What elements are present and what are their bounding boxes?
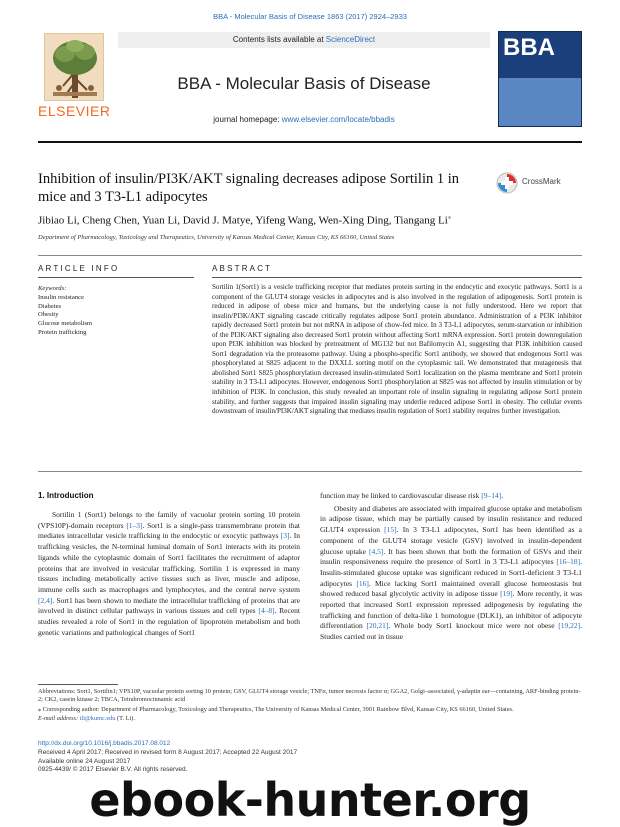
corresponding-author-footnote: ⁎ Corresponding author: Department of Pharmacology, Toxicology and Therapeutics, The University of Kansas Medical Center, 3901 Rainbow Blvd, Kansas City, KS 66160, United States. — [38, 705, 514, 713]
keywords — [38, 285, 188, 338]
article-info-heading: ARTICLE INFO — [38, 264, 120, 273]
journal-citation[interactable]: BBA - Molecular Basis of Disease 1863 (2017) 2924–2933 — [213, 12, 407, 21]
keyword-item[interactable]: Obesity — [38, 311, 59, 319]
keyword-item[interactable]: Diabetes — [38, 302, 62, 310]
tree-icon — [44, 33, 104, 101]
journal-info — [118, 27, 490, 133]
email-label: E-mail address: — [38, 715, 80, 723]
crossmark-icon — [496, 172, 518, 194]
cover-logo-text: BBA — [503, 34, 555, 61]
article-title: Inhibition of insulin/PI3K/AKT signaling decreases adipose Sortilin 1 in mice and 3 T3-L1 adipocytes — [38, 171, 459, 205]
body-text: . Mice lacking Sort1 maintained overall glucose homeostasis but showed reduced basal glycolytic activity in adipose tissue — [320, 578, 582, 599]
email-suffix: (T. Li). — [115, 715, 135, 723]
received-dates: Received 4 April 2017; Received in revised form 8 August 2017; Accepted 22 August 2017 — [38, 748, 298, 756]
publisher-name: ELSEVIER — [38, 103, 111, 119]
divider — [38, 471, 582, 472]
citation-link[interactable]: [2,4] — [38, 595, 53, 605]
intro-right-column — [320, 491, 582, 643]
journal-cover-image[interactable] — [498, 31, 582, 127]
citation-link[interactable]: [16–18] — [556, 557, 581, 567]
citation-link[interactable]: [19] — [500, 589, 513, 599]
cover-band — [499, 78, 581, 126]
citation-link[interactable]: [3] — [280, 531, 290, 541]
email-footnote — [38, 715, 582, 723]
body-text: . — [501, 491, 504, 500]
body-text: . Sort1 has been shown to mediate the intracellular trafficking of proteins that are involved in distinct cellular pathways in various tissues and cell types — [38, 595, 300, 616]
masthead — [38, 27, 582, 133]
author-list — [38, 213, 582, 227]
citation-link[interactable]: [20,21] — [366, 621, 389, 631]
citation-link[interactable]: [19,22] — [558, 621, 581, 631]
article-metadata — [38, 740, 338, 775]
body-text: . In trafficking vesicles, the N-terminal luminal domain of Sort1 interacts with its protein ligands while the cytoplasmic domain of Sort1 facilitates the recruitment of adaptor proteins that are involved in vesicular trafficking. Sortilin 1 is expressed in many tissues including metabolically active tissues such as liver, muscle and adipose, immune cells such as macrophages and lymphocytes, and the central nerve system — [38, 531, 300, 594]
divider — [38, 255, 582, 256]
keyword-item[interactable]: Insulin resistance — [38, 293, 84, 301]
paragraph — [320, 504, 582, 643]
body-text: . Insulin-stimulated glucose uptake was significant reduced in Sort1-deficient 3 T3-L1 adipocytes — [320, 557, 582, 588]
citation-link[interactable]: [15] — [384, 525, 397, 535]
online-date: Available online 24 August 2017 — [38, 757, 131, 765]
corresponding-author-mark[interactable]: ⁎ — [447, 213, 452, 221]
watermark: ebook-hunter.org — [89, 773, 531, 827]
sciencedirect-link[interactable]: ScienceDirect — [325, 35, 376, 44]
homepage-link[interactable]: www.elsevier.com/locate/bbadis — [281, 115, 395, 124]
citation-link[interactable]: [1–3] — [126, 520, 143, 530]
citation-link[interactable]: [16] — [356, 578, 369, 588]
header-divider — [38, 141, 582, 143]
doi-link[interactable]: http://dx.doi.org/10.1016/j.bbadis.2017.08.012 — [38, 740, 171, 747]
affiliation: Department of Pharmacology, Toxicology and Therapeutics, University of Kansas Medical Center, Kansas City, KS 66160, United States — [38, 234, 395, 241]
crossmark-label: CrossMark — [522, 177, 561, 186]
contents-label: Contents lists available at — [232, 35, 326, 44]
body-text: . It has been shown that both the formation of GSVs and their insulin responsiveness require the presence of Sort1 in 3 T3-L1 adipocytes — [320, 546, 582, 567]
body-text: function may be linked to cardiovascular disease risk — [320, 491, 482, 500]
abstract-text: Sortilin 1(Sort1) is a vesicle trafficking receptor that mediates protein sorting in the endocytic and exocytic pathways. Sort1 is a component of the GLUT4 storage vesicles in adipocytes and is also involved in the regulation of adipogenesis. Sort1 protein is reduced in adipose of obese mice and humans, but the underlying cause is not fully understood. Here we report that insulin/PI3K/AKT signaling cascade critically regulates adipose Sort1 protein abundance. Administration of a PI3K inhibitor rapidly decreased Sort1 protein but not mRNA in adipose of chow-fed mice. In 3 T3-L1 adipocytes, serum-starvation or inhibition of the PI3K/AKT signaling also decreased Sort1 protein without affecting Sort1 mRNA expression. Sort1 protein downregulation upon PI3K inhibition was blocked by pretreatment of MG132 but not Bafilomycin A1, suggesting that PI3K inhibition caused Sort1 degradation via the proteasome pathway. Using a phospho-specific Sort1 antibody, we showed that endogenous Sort1 was phosphorylated at S825 adjacent to the DXXLL sorting motif on the cytoplasmic tail. We demonstrated that mutagenesis that abolished Sort1 S825 phosphorylation decreased insulin-stimulated Sort1 localization on the plasma membrane and Sort1 protein stability in 3 T3-L1 adipocytes. However, endogenous Sort1 phosphorylation at S825 was not affected by insulin stimulation or by inhibition of PI3K. In conclusion, this study revealed an important role of insulin signaling in regulating adipose Sort1 protein stability, and further suggests that impaired insulin signaling may underlie reduced adipose Sort1 in obesity. The cellular events downstream of insulin/PI3K/AKT signaling that mediates insulin regulation of Sort1 stability requires further investigation. — [212, 283, 582, 416]
journal-homepage — [118, 115, 490, 124]
footnotes — [38, 688, 582, 725]
copyright: 0925-4439/ © 2017 Elsevier B.V. All rights reserved. — [38, 766, 188, 774]
intro-left-column — [38, 510, 300, 638]
keyword-item[interactable]: Glucose metabolism — [38, 320, 93, 328]
footnote-divider — [38, 684, 118, 685]
divider — [212, 277, 582, 278]
citation-link[interactable]: [4–8] — [258, 606, 275, 616]
email-link[interactable]: tli@kumc.edu — [79, 715, 116, 723]
body-text: . Recent studies revealed a role of Sort1 in the regulation of lipoprotein metabolism and both genetic variations and pathological changes of Sort1 — [38, 606, 300, 637]
keyword-item[interactable]: Protein trafficking — [38, 328, 87, 336]
journal-title: BBA - Molecular Basis of Disease — [177, 74, 431, 93]
section-heading-introduction: 1. Introduction — [38, 491, 94, 500]
body-text: . More recently, it was reported that increased Sort1 expression repressed adipogenesis by regulating the trafficking and function of delta-like 1 homologue (DLK1), an inhibitor of adipocyte differentiation — [320, 589, 582, 631]
author-names[interactable]: Jibiao Li, Cheng Chen, Yuan Li, David J. Matye, Yifeng Wang, Wen-Xing Ding, Tiangang Li — [38, 214, 448, 227]
body-text: . Sort1 is a single-pass transmembrane protein that mediates intracellular vesicle trafficking in the endocytic or exocytic pathways — [38, 520, 300, 541]
crossmark-badge[interactable] — [496, 170, 582, 198]
abbreviations-footnote: Abbreviations: Sort1, Sortilin1; VPS10P, vacuolar protein sorting 10 protein; GSV, GLUT4 storage vesicle; TNFα, tumor necrosis factor α; GGA2, Golgi–associated, γ-adaptin ear—containing, ARF-binding protein-2; CK2, casein kinase 2; TBCA, Tetrabromocinnamic acid — [38, 688, 581, 704]
citation-link[interactable]: [4,5] — [368, 546, 384, 556]
elsevier-logo[interactable] — [38, 33, 110, 125]
body-text: . Studies carried out in tissue — [320, 621, 582, 642]
body-text: . In 3 T3-L1 adipocytes, Sort1 has been identified as a component of the GLUT4 storage vesicle (GSV) involved in insulin-dependent glucose uptake — [320, 525, 582, 556]
divider — [38, 277, 194, 278]
contents-bar — [118, 32, 490, 48]
body-text: . Whole body Sort1 knockout mice were not obese — [388, 621, 559, 631]
keywords-label: Keywords: — [38, 285, 67, 292]
body-text: Obesity and diabetes are associated with impaired glucose uptake and metabolism in adipose tissue, which may be partially caused by insulin resistance and reduced GLUT4 expression — [320, 503, 582, 535]
citation-link[interactable]: [9–14] — [481, 491, 502, 500]
abstract-heading: ABSTRACT — [212, 264, 273, 273]
paragraph — [320, 491, 582, 502]
homepage-label: journal homepage: — [213, 115, 282, 124]
body-text: Sortilin 1 (Sort1) belongs to the family of vacuolar protein sorting 10 protein (VPS10P)-domain receptors — [38, 510, 300, 530]
